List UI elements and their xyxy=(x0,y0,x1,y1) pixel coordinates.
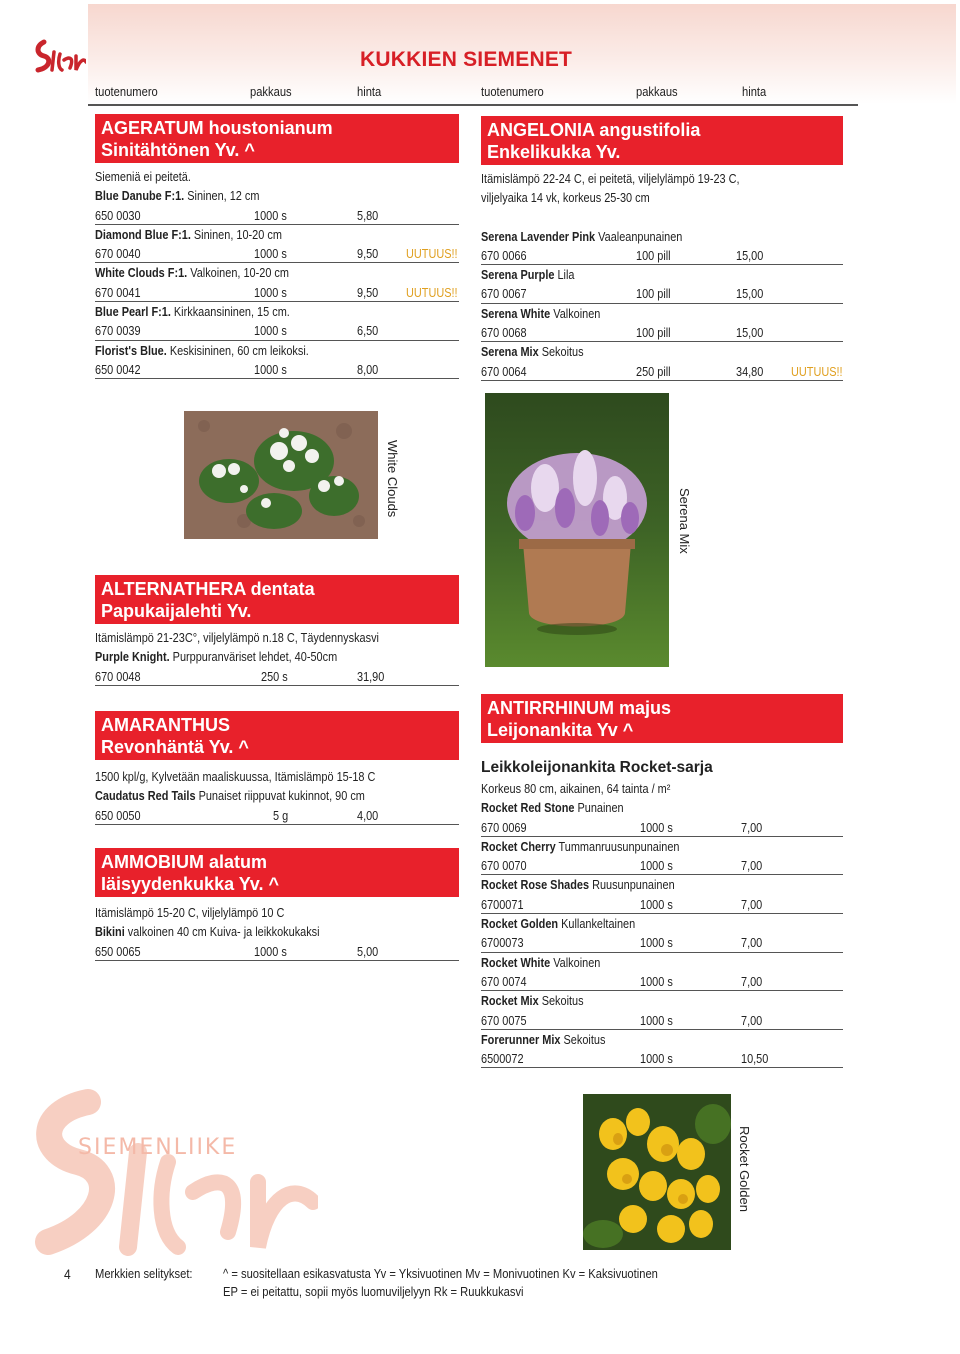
product-pack: 100 pill xyxy=(636,247,671,263)
product-code: 670 0070 xyxy=(481,858,527,874)
product-description: Vaaleanpunainen xyxy=(595,228,683,244)
product-code: 670 0066 xyxy=(481,247,527,263)
product-name-row xyxy=(481,953,843,972)
product-row xyxy=(95,667,459,686)
section-title: AMMOBIUM alatum xyxy=(101,852,267,872)
product-name: Rocket Red Stone xyxy=(481,800,575,816)
product-pack: 250 s xyxy=(261,668,288,684)
product-name-row xyxy=(481,875,843,894)
new-badge: UUTUUS!! xyxy=(406,246,458,262)
product-description: Sininen, 12 cm xyxy=(184,188,260,204)
product-name: Rocket Golden xyxy=(481,916,559,932)
photo-caption: Serena Mix xyxy=(677,488,692,554)
product-price: 5,80 xyxy=(357,207,379,223)
product-name: Serena Mix xyxy=(481,344,539,360)
product-description: Tummanruusunpunainen xyxy=(555,838,680,854)
siren-logo-icon xyxy=(34,38,86,74)
product-price: 7,00 xyxy=(741,973,763,989)
product-price: 34,80 xyxy=(736,363,764,379)
header-divider xyxy=(88,104,858,106)
section-subtitle: Iäisyydenkukka Yv. ^ xyxy=(101,874,279,894)
product-code: 670 0064 xyxy=(481,363,527,379)
page-title: KUKKIEN SIEMENET xyxy=(360,48,573,71)
product-label xyxy=(481,991,584,1010)
product-code: 670 0068 xyxy=(481,325,527,341)
product-code: 670 0041 xyxy=(95,284,141,300)
product-name: Forerunner Mix xyxy=(481,1031,561,1047)
product-pack: 1000 s xyxy=(640,1012,673,1028)
product-name-row xyxy=(95,225,459,244)
product-name: Serena Lavender Pink xyxy=(481,228,596,244)
product-row xyxy=(481,972,843,991)
product-name-row xyxy=(481,342,843,361)
product-row xyxy=(481,818,843,837)
rocket-golden-photo xyxy=(583,1094,731,1250)
product-description: Kirkkaansininen, 15 cm. xyxy=(170,304,290,320)
product-label xyxy=(481,914,635,933)
product-name-row xyxy=(481,1030,843,1049)
product-pack: 100 pill xyxy=(636,325,671,341)
product-code: 670 0048 xyxy=(95,668,141,684)
alternathera-section xyxy=(95,575,459,686)
product-name: Florist's Blue. xyxy=(95,342,167,358)
product-description: Sekoitus xyxy=(538,344,584,360)
product-name: Bikini xyxy=(95,924,125,940)
product-name-row xyxy=(481,265,843,284)
product-label xyxy=(95,225,282,244)
product-name-row xyxy=(481,227,843,246)
section-description: viljelyaika 14 vk, korkeus 25-30 cm xyxy=(481,190,650,206)
product-pack: 1000 s xyxy=(254,323,287,339)
section-title: ANGELONIA angustifolia xyxy=(487,120,701,140)
product-price: 5,00 xyxy=(357,943,379,959)
product-code: 650 0065 xyxy=(95,943,141,959)
product-code: 650 0030 xyxy=(95,207,141,223)
product-row xyxy=(481,856,843,875)
col-code-header: tuotenumero xyxy=(481,84,544,99)
product-price: 15,00 xyxy=(736,286,764,302)
ageratum-section xyxy=(95,114,459,379)
product-pack: 1000 s xyxy=(254,284,287,300)
product-code: 6500072 xyxy=(481,1051,524,1067)
product-description: Valkoinen, 10-20 cm xyxy=(187,265,290,281)
section-description: Itämislämpö 22-24 C, ei peitetä, viljelylämpö 19-23 C, xyxy=(481,171,740,186)
product-code: 670 0075 xyxy=(481,1012,527,1028)
product-list xyxy=(95,186,459,379)
product-row xyxy=(95,360,459,379)
product-label xyxy=(481,953,600,972)
product-code: 670 0040 xyxy=(95,246,141,262)
product-price: 9,50 xyxy=(357,246,379,262)
product-description: Sininen, 10-20 cm xyxy=(190,226,282,242)
product-label xyxy=(95,341,309,360)
product-label xyxy=(481,265,574,284)
product-name-row xyxy=(481,304,843,323)
product-description: Sekoitus xyxy=(538,993,584,1009)
product-description: Valkoinen xyxy=(550,954,601,970)
product-pack: 1000 s xyxy=(254,943,287,959)
product-description: Lila xyxy=(554,267,575,283)
product-description: Punaiset riippuvat kukinnot, 90 cm xyxy=(195,788,365,804)
section-description: Siemeniä ei peitetä. xyxy=(95,169,191,184)
product-price: 31,90 xyxy=(357,668,385,684)
product-price: 4,00 xyxy=(357,807,379,823)
section-title: AGERATUM houstonianum xyxy=(101,118,333,138)
product-name: Purple Knight. xyxy=(95,649,170,665)
product-name-row xyxy=(481,798,843,817)
section-subtitle: Papukaijalehti Yv. xyxy=(101,601,252,621)
new-badge: UUTUUS!! xyxy=(791,363,843,379)
product-pack: 1000 s xyxy=(254,361,287,377)
section-subtitle: Sinitähtönen Yv. ^ xyxy=(101,140,255,160)
product-row xyxy=(95,283,459,302)
product-price: 7,00 xyxy=(741,819,763,835)
product-description: Punainen xyxy=(574,800,624,816)
product-name: Diamond Blue F:1. xyxy=(95,226,191,242)
product-row xyxy=(95,206,459,225)
section-description: 1500 kpl/g, Kylvetään maaliskuussa, Itämislämpö 15-18 C xyxy=(95,769,376,784)
product-price: 8,00 xyxy=(357,361,379,377)
col-pack-header: pakkaus xyxy=(636,84,678,99)
amaranthus-section xyxy=(95,711,459,825)
product-name-row xyxy=(481,914,843,933)
product-row xyxy=(481,284,843,303)
product-name-row xyxy=(481,837,843,856)
col-price-header: hinta xyxy=(742,84,767,99)
antirrhinum-section xyxy=(481,694,843,1068)
product-row xyxy=(481,895,843,914)
product-row xyxy=(481,1011,843,1030)
section-title: ALTERNATHERA dentata xyxy=(101,579,315,599)
angelonia-section xyxy=(481,116,843,381)
col-pack-header: pakkaus xyxy=(250,84,292,99)
product-row xyxy=(481,362,843,381)
photo-caption: White Clouds xyxy=(385,440,400,518)
product-name: Serena White xyxy=(481,305,551,321)
product-description: Sekoitus xyxy=(560,1031,606,1047)
page-number: 4 xyxy=(64,1266,71,1282)
legend-line-1: ^ = suositellaan esikasvatusta Yv = Yksivuotinen Mv = Monivuotinen Kv = Kaksivuotinen xyxy=(223,1266,658,1281)
product-label xyxy=(481,798,624,817)
section-description: Korkeus 80 cm, aikainen, 64 tainta / m² xyxy=(481,781,671,796)
product-pack: 250 pill xyxy=(636,363,671,379)
section-header xyxy=(481,116,843,165)
product-description: Purppuranväriset lehdet, 40-50cm xyxy=(169,649,338,665)
product-description: Ruusunpunainen xyxy=(589,877,675,893)
product-description: Valkoinen xyxy=(550,305,601,321)
product-description: valkoinen 40 cm Kuiva- ja leikkokukaksi xyxy=(124,924,320,940)
section-subtitle: Revonhäntä Yv. ^ xyxy=(101,737,249,757)
section-header xyxy=(95,711,459,760)
product-pack: 1000 s xyxy=(640,935,673,951)
col-price-header: hinta xyxy=(357,84,382,99)
product-name: Blue Danube F:1. xyxy=(95,188,185,204)
product-pack: 5 g xyxy=(273,807,289,823)
product-name: Rocket White xyxy=(481,954,551,970)
product-code: 670 0039 xyxy=(95,323,141,339)
product-label xyxy=(481,1030,605,1049)
product-row xyxy=(481,1049,843,1068)
product-label xyxy=(95,186,259,205)
product-list xyxy=(481,227,843,381)
section-header xyxy=(95,848,459,897)
product-name-row xyxy=(95,186,459,205)
product-price: 9,50 xyxy=(357,284,379,300)
product-label xyxy=(481,227,682,246)
product-price: 7,00 xyxy=(741,896,763,912)
product-description: Kullankeltainen xyxy=(558,916,636,932)
product-price: 7,00 xyxy=(741,1012,763,1028)
series-heading: Leikkoleijonankita Rocket-sarja xyxy=(481,759,713,776)
product-name: Serena Purple xyxy=(481,267,555,283)
product-label xyxy=(481,342,584,361)
product-name-row xyxy=(95,263,459,282)
product-code: 670 0074 xyxy=(481,973,527,989)
product-label xyxy=(95,302,290,321)
section-description: Itämislämpö 21-23C°, viljelylämpö n.18 C, Täydennyskasvi xyxy=(95,630,379,645)
product-row xyxy=(95,321,459,340)
product-pack: 1000 s xyxy=(640,819,673,835)
product-pack: 100 pill xyxy=(636,286,671,302)
product-pack: 1000 s xyxy=(640,896,673,912)
product-name: Rocket Rose Shades xyxy=(481,877,590,893)
section-subtitle: Enkelikukka Yv. xyxy=(487,142,621,162)
watermark-text: SIEMENLIIKE xyxy=(78,1135,238,1160)
product-description: Keskisininen, 60 cm leikoksi. xyxy=(166,342,309,358)
product-name-row xyxy=(95,341,459,360)
new-badge: UUTUUS!! xyxy=(406,284,458,300)
product-row xyxy=(481,933,843,952)
section-subtitle: Leijonankita Yv ^ xyxy=(487,720,634,740)
product-price: 10,50 xyxy=(741,1051,769,1067)
product-label xyxy=(95,263,289,282)
section-header xyxy=(95,575,459,624)
product-code: 650 0050 xyxy=(95,807,141,823)
product-price: 7,00 xyxy=(741,858,763,874)
product-label xyxy=(481,837,680,856)
product-price: 15,00 xyxy=(736,325,764,341)
section-description: Itämislämpö 15-20 C, viljelylämpö 10 C xyxy=(95,905,285,920)
product-pack: 1000 s xyxy=(640,858,673,874)
product-row xyxy=(481,323,843,342)
product-code: 650 0042 xyxy=(95,361,141,377)
product-code: 6700071 xyxy=(481,896,524,912)
product-list xyxy=(481,798,843,1068)
product-name: Rocket Mix xyxy=(481,993,539,1009)
product-code: 6700073 xyxy=(481,935,524,951)
product-name: Caudatus Red Tails xyxy=(95,788,196,804)
ammobium-section xyxy=(95,848,459,961)
product-row xyxy=(481,246,843,265)
product-price: 15,00 xyxy=(736,247,764,263)
product-row xyxy=(95,942,459,961)
section-title: ANTIRRHINUM majus xyxy=(487,698,672,718)
product-price: 7,00 xyxy=(741,935,763,951)
section-header xyxy=(481,694,843,743)
product-code: 670 0067 xyxy=(481,286,527,302)
product-name: Blue Pearl F:1. xyxy=(95,304,171,320)
product-pack: 1000 s xyxy=(254,207,287,223)
section-title: AMARANTHUS xyxy=(101,715,230,735)
product-pack: 1000 s xyxy=(640,1051,673,1067)
legend-line-2: EP = ei peitattu, sopii myös luomuviljelyyn Rk = Ruukkukasvi xyxy=(223,1284,524,1299)
product-row xyxy=(95,244,459,263)
product-name: White Clouds F:1. xyxy=(95,265,188,281)
product-pack: 1000 s xyxy=(254,246,287,262)
section-header xyxy=(95,114,459,163)
product-pack: 1000 s xyxy=(640,973,673,989)
siemenliike-watermark-logo xyxy=(28,1082,318,1262)
product-name-row xyxy=(481,991,843,1010)
serena-mix-photo xyxy=(485,393,669,667)
legend-label: Merkkien selitykset: xyxy=(95,1266,193,1281)
product-code: 670 0069 xyxy=(481,819,527,835)
col-code-header: tuotenumero xyxy=(95,84,158,99)
product-row xyxy=(95,806,459,825)
product-name-row xyxy=(95,302,459,321)
product-label xyxy=(481,304,600,323)
product-price: 6,50 xyxy=(357,323,379,339)
white-clouds-photo xyxy=(184,411,378,539)
photo-caption: Rocket Golden xyxy=(737,1126,752,1212)
product-label xyxy=(481,875,675,894)
product-name: Rocket Cherry xyxy=(481,838,556,854)
